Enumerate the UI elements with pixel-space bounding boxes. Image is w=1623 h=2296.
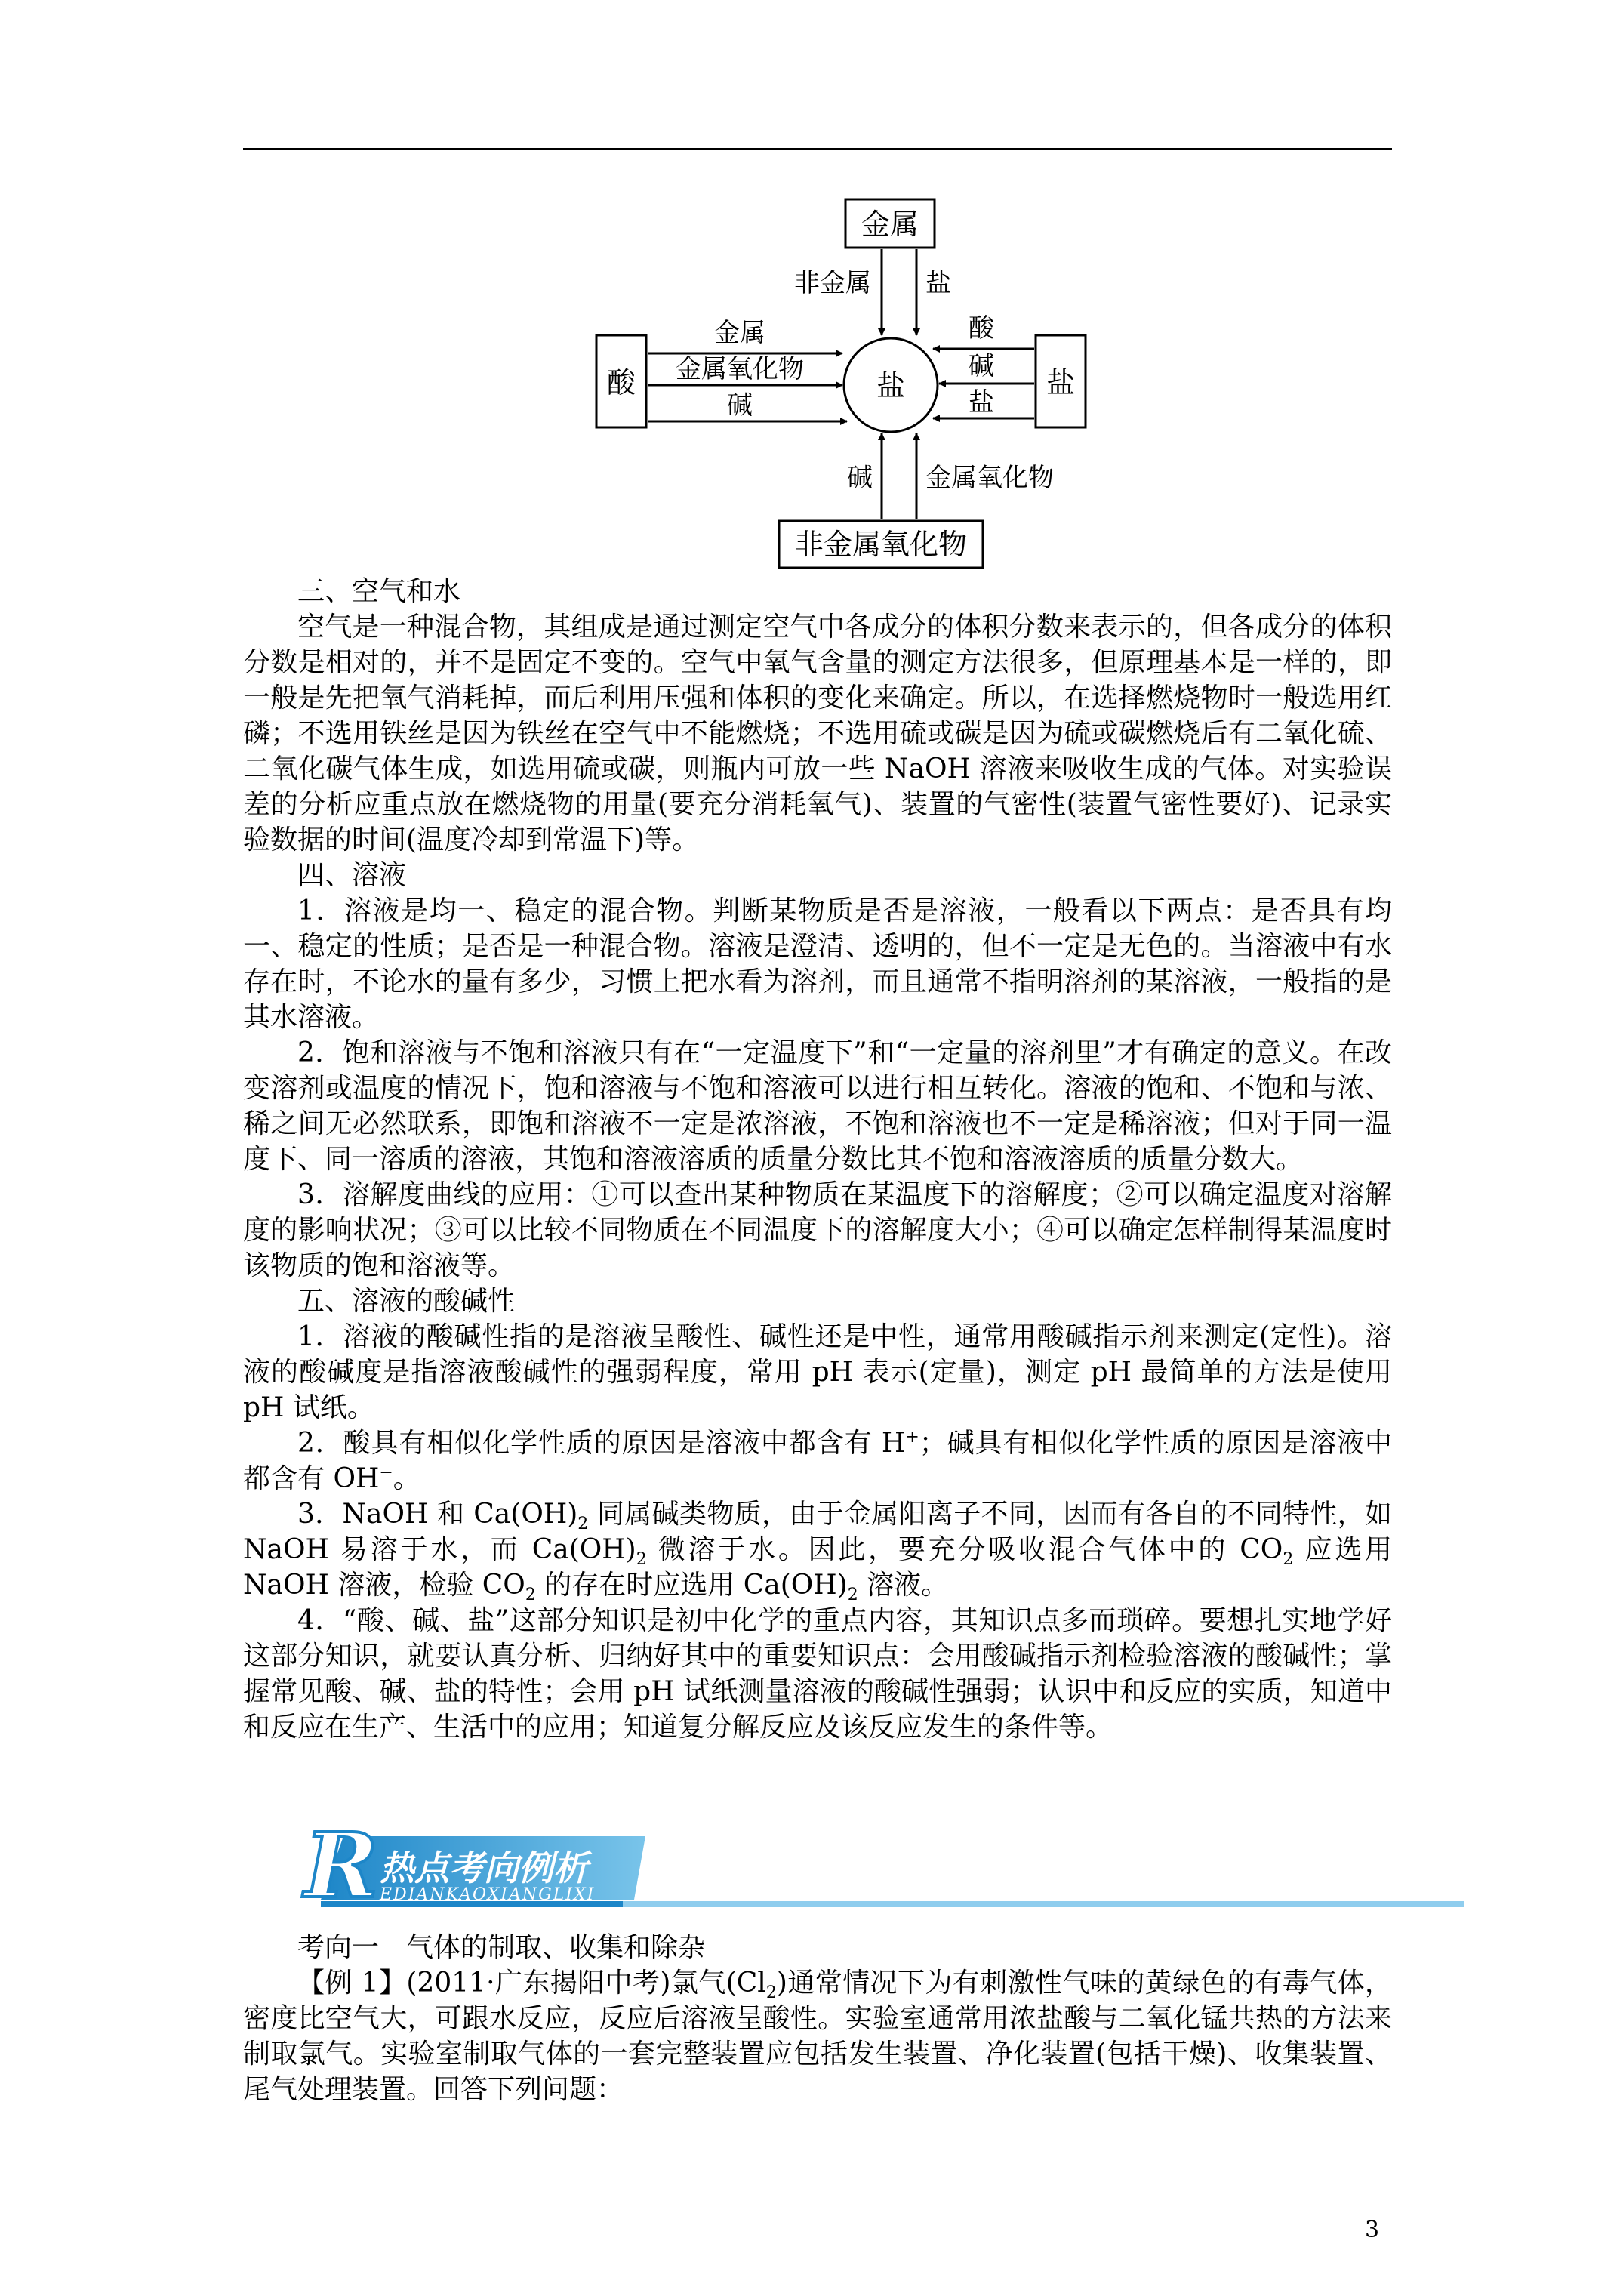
- section-examples: [243, 1930, 1392, 2107]
- acidity-paragraph-2: 2．酸具有相似化学性质的原因是溶液中都含有 H+；碱具有相似化学性质的原因是溶液中都含有 OH−。: [243, 1428, 1392, 1494]
- air-paragraph: 空气是一种混合物，其组成是通过测定空气中各成分的体积分数来表示的，但各成分的体积分数是相对的，并不是固定不变的。空气中氧气含量的测定方法很多，但原理基本是一样的，即一般是先把氧气消耗掉，而后利用压强和体积的变化来确定。所以，在选择燃烧物时一般选用红磷；不选用铁丝是因为铁丝在空气中不能燃烧；不选用硫或碳是因为硫或碳燃烧后有二氧化硫、二氧化碳气体生成，如选用硫或碳，则瓶内可放一些 NaOH 溶液来吸收生成的气体。对实验误差的分析应重点放在燃烧物的用量(要充分消耗氧气)、装置的气密性(装置气密性要好)、记录实验数据的时间(温度冷却到常温下)等。: [243, 612, 1392, 855]
- salt-relationship-diagram: [589, 195, 1117, 572]
- edge-left-2-label: 金属氧化物: [676, 354, 804, 384]
- solution-paragraph-1: 1．溶液是均一、稳定的混合物。判断某物质是否是溶液，一般看以下两点：是否具有均一、稳定的性质；是否是一种混合物。溶液是澄清、透明的，但不一定是无色的。当溶液中有水存在时，不论水的量有多少，习惯上把水看为溶剂，而且通常不指明溶剂的某溶液，一般指的是其水溶液。: [243, 895, 1392, 1033]
- acid-label: 酸: [606, 366, 636, 399]
- edge-top-right-label: 盐: [925, 268, 951, 298]
- acidity-paragraph-1: 1．溶液的酸碱性指的是溶液呈酸性、碱性还是中性，通常用酸碱指示剂来测定(定性)。溶液的酸碱度是指溶液酸碱性的强弱程度，常用 pH 表示(定量)，测定 pH 最简单的方法是使用 pH 试纸。: [243, 1321, 1392, 1423]
- salt-center-label: 盐: [876, 369, 906, 402]
- edge-left-1-label: 金属: [714, 318, 765, 348]
- example-paragraph: 【例 1】(2011·广东揭阳中考)氯气$(Cl_2)$通常情况下为有刺激性气味的黄绿色的有毒气体，密度比空气大，可跟水反应，反应后溶液呈酸性。实验室通常用浓盐酸与二氧化锰共热的方法来制取氯气。实验室制取气体的一套完整装置应包括发生装置、净化装置(包括干燥)、收集装置、尾气处理装置。回答下列问题：: [243, 1968, 1392, 2105]
- banner-letter: R: [304, 1830, 379, 1918]
- hot-topics-banner: [298, 1830, 1464, 1922]
- edge-right-1-label: 酸: [969, 313, 994, 344]
- salt-right-label: 盐: [1046, 366, 1076, 399]
- edge-bottom-left-label: 碱: [847, 463, 873, 493]
- edge-bottom-right-label: 金属氧化物: [925, 463, 1054, 493]
- edge-right-2-label: 碱: [969, 351, 994, 381]
- solution-paragraph-3: 3．溶解度曲线的应用：①可以查出某种物质在某温度下的溶解度；②可以确定温度对溶解度的影响状况；③可以比较不同物质在不同温度下的溶解度大小；④可以确定怎样制得某温度时该物质的饱和溶液等。: [243, 1179, 1392, 1281]
- edge-left-3-label: 碱: [727, 390, 753, 421]
- example-heading: 考向一 气体的制取、收集和除杂: [297, 1932, 706, 1963]
- edge-top-left-label: 非金属: [794, 268, 871, 298]
- solution-heading: 四、溶液: [297, 860, 407, 891]
- edge-right-3-label: 盐: [969, 387, 994, 418]
- solution-paragraph-2: 2．饱和溶液与不饱和溶液只有在“一定温度下”和“一定量的溶剂里”才有确定的意义。在改变溶剂或温度的情况下，饱和溶液与不饱和溶液可以进行相互转化。溶液的饱和、不饱和与浓、稀之间无必然联系，即饱和溶液不一定是浓溶液，不饱和溶液也不一定是稀溶液；但对于同一温度下、同一溶质的溶液，其饱和溶液溶质的质量分数比其不饱和溶液溶质的质量分数大。: [243, 1037, 1392, 1175]
- air-heading: 三、空气和水: [297, 576, 461, 607]
- acidity-paragraph-4: 4．“酸、碱、盐”这部分知识是初中化学的重点内容，其知识点多而琐碎。要想扎实地学好这部分知识，就要认真分析、归纳好其中的重要知识点：会用酸碱指示剂检验溶液的酸碱性；掌握常见酸、碱、盐的特性；会用 pH 试纸测量溶液的酸碱性强弱；认识中和反应的实质，知道中和反应在生产、生活中的应用；知道复分解反应及该反应发生的条件等。: [243, 1605, 1392, 1743]
- banner-subtitle: EDIANKAOXIANGLIXI: [380, 1885, 596, 1904]
- acidity-paragraph-3: 3．NaOH 和 $Ca(OH)_2$ 同属碱类物质，由于金属阳离子不同，因而有各自的不同特性，如 NaOH 易溶于水，而 $Ca(OH)_2$ 微溶于水。因此，要充分吸收混合气体中的 $CO_2$ 应选用 NaOH 溶液，检验 $CO_2$ 的存在时应选用 $Ca(OH)_2$ 溶液。: [243, 1499, 1393, 1605]
- main-text: [243, 574, 1392, 1745]
- banner-title: 热点考向例析: [380, 1848, 588, 1888]
- metal-label: 金属: [861, 208, 919, 241]
- page-number: 3: [1365, 2217, 1380, 2243]
- acidity-heading: 五、溶液的酸碱性: [297, 1286, 516, 1317]
- nonmetal-oxide-label: 非金属氧化物: [794, 528, 968, 561]
- header-rule: [243, 148, 1392, 150]
